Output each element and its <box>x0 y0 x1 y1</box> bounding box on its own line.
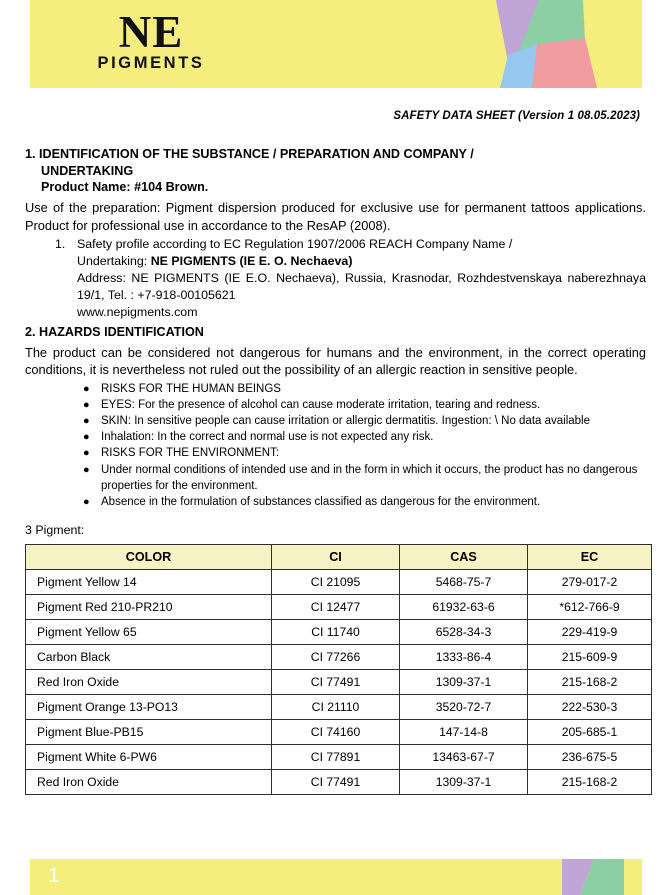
cell-ec: 279-017-2 <box>528 570 652 595</box>
cell-ec: 215-168-2 <box>528 770 652 795</box>
list-item <box>83 381 646 397</box>
list-item <box>83 397 646 413</box>
cell-ec: 236-675-5 <box>528 745 652 770</box>
section-1-numbered-list <box>25 236 646 321</box>
bullet-dot-icon: ● <box>83 447 90 460</box>
cell-ci: CI 21095 <box>272 570 400 595</box>
website-line: www.nepigments.com <box>77 305 198 319</box>
list-marker: 1. <box>55 237 66 251</box>
list-item <box>55 236 646 321</box>
table-body <box>26 570 652 795</box>
table-row <box>26 645 652 670</box>
bullet-dot-icon: ● <box>83 463 90 476</box>
table-header-row <box>26 545 652 570</box>
cell-cas: 1309-37-1 <box>400 670 528 695</box>
bullet-text: Absence in the formulation of substances classified as dangerous for the environment. <box>101 495 541 508</box>
undertaking-company: NE PIGMENTS (IE E. O. Nechaeva) <box>150 254 353 268</box>
bullet-text: Under normal conditions of intended use and in the form in which it occurs, the product has no dangerous properties for the environment. <box>101 463 638 492</box>
bullet-text: Inhalation: In the correct and normal use is not expected any risk. <box>101 431 434 444</box>
cell-color: Pigment Blue-PB15 <box>26 720 272 745</box>
column-header-color: COLOR <box>26 545 272 570</box>
cell-cas: 3520-72-7 <box>400 695 528 720</box>
cell-cas: 147-14-8 <box>400 720 528 745</box>
cell-color: Red Iron Oxide <box>26 770 272 795</box>
cell-color: Pigment Yellow 14 <box>26 570 272 595</box>
list-item <box>83 494 646 510</box>
cell-color: Pigment Orange 13-PO13 <box>26 695 272 720</box>
logo-primary-text: NE <box>118 7 184 57</box>
table-row <box>26 745 652 770</box>
cell-ec: 229-419-9 <box>528 620 652 645</box>
cell-ec: 215-609-9 <box>528 645 652 670</box>
header-band <box>30 0 642 88</box>
bullet-dot-icon: ● <box>83 431 90 444</box>
cell-cas: 5468-75-7 <box>400 570 528 595</box>
list-item <box>83 429 646 445</box>
footer-band <box>30 859 642 895</box>
bullet-dot-icon: ● <box>83 382 90 395</box>
cell-ci: CI 77491 <box>272 670 400 695</box>
table-row <box>26 695 652 720</box>
column-header-cas: CAS <box>400 545 528 570</box>
pigment-table <box>25 544 652 795</box>
section-3-label: 3 Pigment: <box>25 523 85 538</box>
column-header-ci: CI <box>272 545 400 570</box>
cell-ci: CI 74160 <box>272 720 400 745</box>
cell-cas: 61932-63-6 <box>400 595 528 620</box>
cell-color: Pigment Yellow 65 <box>26 620 272 645</box>
cell-color: Carbon Black <box>26 645 272 670</box>
undertaking-line <box>77 253 646 270</box>
table-row <box>26 570 652 595</box>
cell-ci: CI 77491 <box>272 770 400 795</box>
cell-cas: 1333-86-4 <box>400 645 528 670</box>
cell-ci: CI 77266 <box>272 645 400 670</box>
hazards-paragraph: The product can be considered not dangerous for humans and the environment, in the correct operating conditions, it is nevertheless not ruled out the possibility of an allergic reaction in sensitive people. <box>25 344 646 377</box>
section-2-heading: 2. HAZARDS IDENTIFICATION <box>25 325 204 339</box>
cell-ec: 205-685-1 <box>528 720 652 745</box>
bullet-text: RISKS FOR THE ENVIRONMENT: <box>101 447 280 460</box>
use-of-preparation-paragraph: Use of the preparation: Pigment dispersion produced for exclusive use for permanent tattoos applications. Product for professional use in accordance to the ResAP (2008). <box>25 200 646 233</box>
document-body <box>0 88 672 795</box>
cell-ec: *612-766-9 <box>528 595 652 620</box>
table-row <box>26 770 652 795</box>
cell-ec: 222-530-3 <box>528 695 652 720</box>
bullet-text: EYES: For the presence of alcohol can cause moderate irritation, tearing and redness. <box>101 398 541 411</box>
header-decorative-shapes <box>452 0 642 88</box>
cell-ci: CI 21110 <box>272 695 400 720</box>
cell-ec: 215-168-2 <box>528 670 652 695</box>
hazards-bullet-list <box>25 381 646 511</box>
bullet-dot-icon: ● <box>83 414 90 427</box>
table-row <box>26 595 652 620</box>
cell-cas: 13463-67-7 <box>400 745 528 770</box>
table-row <box>26 670 652 695</box>
cell-color: Pigment White 6-PW6 <box>26 745 272 770</box>
undertaking-label: Undertaking: <box>77 254 151 268</box>
company-logo <box>86 9 216 73</box>
sds-version-line: SAFETY DATA SHEET (Version 1 08.05.2023) <box>393 110 640 122</box>
page-number: 1 <box>48 864 60 887</box>
table-row <box>26 620 652 645</box>
cell-color: Red Iron Oxide <box>26 670 272 695</box>
cell-ci: CI 11740 <box>272 620 400 645</box>
table-row <box>26 720 652 745</box>
section-1-heading-line2: UNDERTAKING <box>41 163 134 178</box>
list-item <box>83 413 646 429</box>
bullet-text: SKIN: In sensitive people can cause irritation or allergic dermatitis. Ingestion: \ No data available <box>101 414 591 427</box>
address-line: Address: NE PIGMENTS (IE E.O. Nechaeva), Russia, Krasnodar, Rozhdestvenskaya naberezhnaya 19/1, Tel. : +7-918-00105621 <box>77 271 646 302</box>
cell-color: Pigment Red 210-PR210 <box>26 595 272 620</box>
cell-ci: CI 77891 <box>272 745 400 770</box>
section-1-heading <box>25 146 646 179</box>
cell-cas: 1309-37-1 <box>400 770 528 795</box>
cell-cas: 6528-34-3 <box>400 620 528 645</box>
list-item <box>83 445 646 461</box>
cell-ci: CI 12477 <box>272 595 400 620</box>
bullet-dot-icon: ● <box>83 495 90 508</box>
column-header-ec: EC <box>528 545 652 570</box>
bullet-text: RISKS FOR THE HUMAN BEINGS <box>101 382 281 395</box>
product-name: Product Name: #104 Brown. <box>41 180 209 194</box>
section-1-heading-line1: 1. IDENTIFICATION OF THE SUBSTANCE / PREPARATION AND COMPANY / <box>25 147 474 161</box>
safety-profile-line: Safety profile according to EC Regulation 1907/2006 REACH Company Name / <box>77 237 513 251</box>
logo-secondary-text: PIGMENTS <box>97 54 205 72</box>
footer-decorative-shapes <box>532 859 642 895</box>
bullet-dot-icon: ● <box>83 398 90 411</box>
list-item <box>83 462 646 494</box>
